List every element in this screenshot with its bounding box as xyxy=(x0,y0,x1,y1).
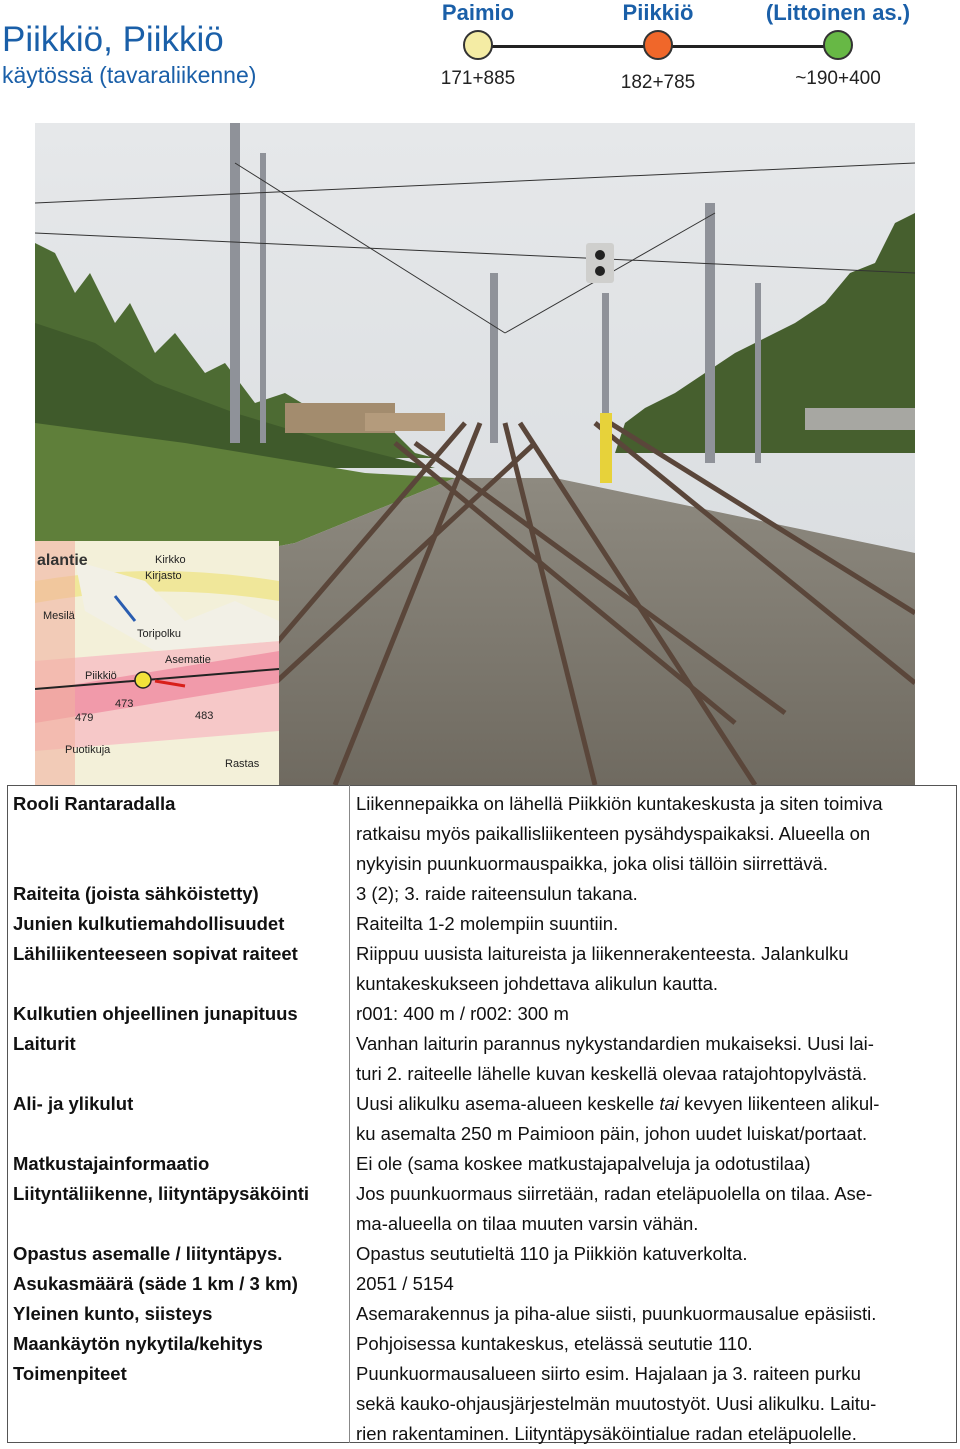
table-row xyxy=(9,999,957,1029)
station-name-littoinen: (Littoinen as.) xyxy=(765,0,911,25)
svg-text:Kirkko: Kirkko xyxy=(155,554,186,566)
row-key: Raiteita (joista sähköistetty) xyxy=(13,883,259,904)
station-dot-littoinen xyxy=(823,30,853,60)
table-row xyxy=(9,1269,957,1299)
row-value-line: Jos puunkuormaus siirretään, radan eteläpuolella on tilaa. Ase- xyxy=(356,1183,873,1204)
row-value-line: Opastus seututieltä 110 ja Piikkiön katuverkolta. xyxy=(356,1243,748,1264)
row-value-line: Riippuu uusista laitureista ja liikennerakenteesta. Jalankulku xyxy=(356,943,849,964)
row-key: Opastus asemalle / liityntäpys. xyxy=(13,1243,283,1264)
svg-text:Toripolku: Toripolku xyxy=(137,628,182,640)
row-value xyxy=(352,1299,957,1329)
row-value-line: ku asemalta 250 m Paimioon päin, johon uudet luiskat/portaat. xyxy=(356,1123,868,1144)
row-value-line: kuntakeskukseen johdettava alikulun kautta. xyxy=(356,973,719,994)
table-row xyxy=(9,1089,957,1149)
location-map xyxy=(35,541,279,785)
row-value xyxy=(352,879,957,909)
page-subtitle: käytössä (tavaraliikenne) xyxy=(2,62,257,88)
row-value-line: Raiteilta 1-2 molempiin suuntiin. xyxy=(356,913,619,934)
row-value-line: Uusi alikulku asema-alueen keskelle tai kevyen liikenteen alikul- xyxy=(356,1093,880,1114)
row-key: Rooli Rantaradalla xyxy=(13,793,176,814)
row-key: Junien kulkutiemahdollisuudet xyxy=(13,913,285,934)
table-row xyxy=(9,1359,957,1449)
row-value-line: 3 (2); 3. raide raiteensulun takana. xyxy=(356,883,638,904)
svg-text:473: 473 xyxy=(115,698,134,710)
row-key: Toimenpiteet xyxy=(13,1363,127,1384)
svg-text:Kirjasto: Kirjasto xyxy=(145,570,182,582)
station-km-piikkio: 182+785 xyxy=(620,72,696,93)
row-key: Liityntäliikenne, liityntäpysäköinti xyxy=(13,1183,310,1204)
table-row xyxy=(9,909,957,939)
table-row xyxy=(9,787,957,879)
row-value xyxy=(352,1239,957,1269)
svg-text:Puotikuja: Puotikuja xyxy=(65,744,111,756)
table-row xyxy=(9,939,957,999)
station-dot-paimio xyxy=(463,30,493,60)
station-name-paimio: Paimio xyxy=(441,0,515,25)
row-value xyxy=(352,1179,957,1239)
row-value-line: turi 2. raiteelle lähelle kuvan keskellä olevaa ratajohtopylvästä. xyxy=(356,1063,868,1084)
station-dot-piikkio xyxy=(643,30,673,60)
svg-text:479: 479 xyxy=(75,712,94,724)
station-name-piikkio: Piikkiö xyxy=(622,0,694,25)
row-value-line: sekä kauko-ohjausjärjestelmän muutostyöt. Uusi alikulku. Laitu- xyxy=(356,1393,877,1414)
row-value-line: Vanhan laiturin parannus nykystandardien mukaiseksi. Uusi lai- xyxy=(356,1033,874,1054)
row-value-line: rien rakentaminen. Liityntäpysäköintialue radan eteläpuolelle. xyxy=(356,1423,857,1444)
row-value xyxy=(352,909,957,939)
map-label-alantie: alantie xyxy=(37,552,88,569)
row-key: Ali- ja ylikulut xyxy=(13,1093,134,1114)
row-value xyxy=(352,1149,957,1179)
station-km-paimio: 171+885 xyxy=(440,68,516,89)
row-value-line: ratkaisu myös paikallisliikenteen pysähdyspaikaksi. Alueella on xyxy=(356,823,871,844)
svg-text:Mesilä: Mesilä xyxy=(43,610,75,622)
row-key: Laiturit xyxy=(13,1033,76,1054)
row-value xyxy=(352,1089,957,1149)
row-value-line: Pohjoisessa kuntakeskus, etelässä seututie 110. xyxy=(356,1333,753,1354)
table-row xyxy=(9,879,957,909)
row-value xyxy=(352,1269,957,1299)
row-value-line: r001: 400 m / r002: 300 m xyxy=(356,1003,569,1024)
row-key: Maankäytön nykytila/kehitys xyxy=(13,1333,263,1354)
row-value-line: Liikennepaikka on lähellä Piikkiön kuntakeskusta ja siten toimiva xyxy=(356,793,883,814)
row-value-line: Asemarakennus ja piha-alue siisti, puunkuormausalue epäsiisti. xyxy=(356,1303,877,1324)
table-row xyxy=(9,1329,957,1359)
page-title: Piikkiö, Piikkiö xyxy=(2,20,224,59)
row-value xyxy=(352,787,957,879)
row-value-line: nykyisin puunkuormauspaikka, joka olisi tällöin siirrettävä. xyxy=(356,853,828,874)
row-value-line: Ei ole (sama koskee matkustajapalveluja ja odotustilaa) xyxy=(356,1153,811,1174)
svg-text:Piikkiö: Piikkiö xyxy=(85,670,117,682)
svg-text:Rastas: Rastas xyxy=(225,758,260,770)
row-value-line: Puunkuormausalueen siirto esim. Hajalaan ja 3. raiteen purku xyxy=(356,1363,861,1384)
row-value-line: ma-alueella on tilaa muuten varsin vähän. xyxy=(356,1213,699,1234)
row-value xyxy=(352,1029,957,1089)
row-key: Matkustajainformaatio xyxy=(13,1153,210,1174)
row-key: Kulkutien ohjeellinen junapituus xyxy=(13,1003,298,1024)
svg-text:Asematie: Asematie xyxy=(165,654,211,666)
line-diagram xyxy=(430,0,930,110)
row-value xyxy=(352,939,957,999)
table-row xyxy=(9,1239,957,1269)
table-row xyxy=(9,1179,957,1239)
row-key: Asukasmäärä (säde 1 km / 3 km) xyxy=(13,1273,298,1294)
row-value xyxy=(352,1359,957,1449)
row-value-line: 2051 / 5154 xyxy=(356,1273,454,1294)
row-key: Lähiliikenteeseen sopivat raiteet xyxy=(13,943,298,964)
svg-text:483: 483 xyxy=(195,710,214,722)
station-info-table xyxy=(9,787,957,1449)
table-row xyxy=(9,1299,957,1329)
table-row xyxy=(9,1029,957,1089)
row-value xyxy=(352,999,957,1029)
station-km-littoinen: ~190+400 xyxy=(795,68,881,89)
table-row xyxy=(9,1149,957,1179)
row-key: Yleinen kunto, siisteys xyxy=(13,1303,213,1324)
row-value xyxy=(352,1329,957,1359)
